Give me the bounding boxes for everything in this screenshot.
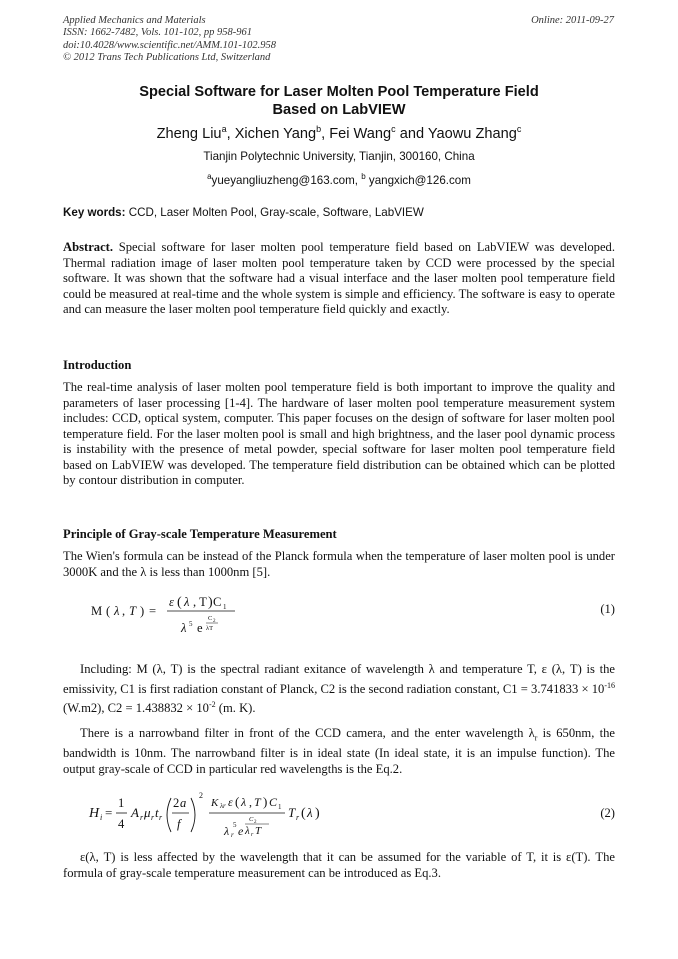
svg-text:=: = xyxy=(105,805,113,820)
svg-text:λ: λ xyxy=(184,595,190,609)
svg-text:): ) xyxy=(263,794,268,809)
svg-text:2: 2 xyxy=(173,796,180,810)
author-sep: , xyxy=(321,125,330,142)
svg-text:, T: , T xyxy=(193,595,207,609)
author-mark: a xyxy=(221,124,227,134)
journal-name: Applied Mechanics and Materials xyxy=(63,15,206,26)
introduction-text: The real-time analysis of laser molten pool temperature field is both important to improve the quality and parameters of laser processing [1-4]. The hardware of laser molten pool temperature measurement system includes: CCD, optical system, computer. This paper focuses on the design of software for laser molten pool temperature field. For the laser molten pool is small and high brightness, and the laser pool dynamic process is instability with the presence of metal powder, special software for laser molten pool temperature field based on LabVIEW was developed. The temperature field distribution can be obtained which can be plotted by contour distribution in computer. xyxy=(63,380,615,487)
svg-text:r: r xyxy=(251,832,254,838)
abstract xyxy=(63,240,615,318)
online-date: Online: 2011-09-27 xyxy=(531,15,614,26)
keywords-list: CCD, Laser Molten Pool, Gray-scale, Software, LabVIEW xyxy=(125,206,424,219)
author-sep: and xyxy=(395,125,428,142)
svg-text:,: , xyxy=(249,795,252,809)
svg-text:T: T xyxy=(288,805,296,820)
author-list xyxy=(63,124,615,142)
svg-text:): ) xyxy=(140,604,145,618)
principle-text: The Wien's formula can be instead of the Planck formula when the temperature of laser molten pool is under 3000K and the λ is less than 1000nm [5]. xyxy=(63,549,615,579)
including-exp-2: -2 xyxy=(208,700,216,710)
svg-text:λr: λr xyxy=(220,802,226,810)
equation-2-formula xyxy=(85,786,365,842)
svg-text:5: 5 xyxy=(189,620,193,628)
author-emails xyxy=(63,172,615,187)
svg-text:1: 1 xyxy=(118,796,125,810)
svg-text:1: 1 xyxy=(278,803,282,811)
equation-1-number: (1) xyxy=(600,602,615,616)
svg-text:ε: ε xyxy=(228,795,233,809)
including-exp-1: -16 xyxy=(604,680,615,690)
svg-text:f: f xyxy=(177,817,181,831)
svg-text:(: ( xyxy=(301,806,306,821)
svg-text:C: C xyxy=(213,595,222,609)
svg-text:H: H xyxy=(89,806,100,821)
including-part-b: (W.m2), C2 = 1.438832 × 10 xyxy=(63,701,209,716)
abstract-label: Abstract. xyxy=(63,240,114,254)
author-mark: c xyxy=(516,124,522,134)
svg-text:e: e xyxy=(238,824,244,838)
filter-text xyxy=(63,726,615,777)
equation-2-number: (2) xyxy=(600,806,615,820)
svg-text:(: ( xyxy=(106,604,111,618)
svg-text:C: C xyxy=(269,795,278,809)
svg-text:=: = xyxy=(149,604,157,618)
svg-text:e: e xyxy=(197,621,203,635)
copyright-line: © 2012 Trans Tech Publications Ltd, Switzerland xyxy=(63,52,271,64)
abstract-text: Special software for laser molten pool temperature field based on LabVIEW was developed. Thermal radiation image of laser molten pool temperature taken by CCD were processed by the special software. It was shown that the software had a visual interface and the laser molten pool temperature field could be measured at real-time and the whole system is simple and efficiency. The software is easy to operate and can measure the laser molten pool temperature field quickly and exactly. xyxy=(63,240,615,316)
author-mark: c xyxy=(391,124,396,134)
filter-subscript: r xyxy=(534,733,538,743)
svg-text:M: M xyxy=(91,604,103,618)
svg-text:λT: λT xyxy=(206,625,214,632)
including-text xyxy=(63,662,615,717)
svg-text:r: r xyxy=(140,813,144,822)
svg-text:r: r xyxy=(159,813,163,822)
including-part-c: (m. K). xyxy=(215,701,256,716)
svg-text:K: K xyxy=(211,797,219,809)
author-name: Zheng Liu xyxy=(156,125,222,142)
title-line-1: Special Software for Laser Molten Pool Temperature Field xyxy=(139,84,539,100)
keywords-label: Key words: xyxy=(63,206,126,219)
svg-text:r: r xyxy=(151,813,155,822)
svg-text:a: a xyxy=(180,796,187,810)
svg-text:A: A xyxy=(131,805,139,820)
svg-text:r: r xyxy=(231,831,234,839)
keywords xyxy=(63,206,615,219)
email-b[interactable]: yangxich@126.com xyxy=(365,173,471,187)
svg-text:r: r xyxy=(296,813,300,822)
author-name: Xichen Yang xyxy=(234,125,317,142)
filter-part-a: There is a narrowband filter in front of the CCD camera, and the enter wavelength λ xyxy=(80,726,535,740)
final-text: ε(λ, T) is less affected by the wavelength that it can be assumed for the variable of T, it is ε(T). The formula of gray-scale temperature measurement can be introduced as Eq.3. xyxy=(63,850,615,880)
svg-text:(: ( xyxy=(177,595,182,610)
including-part-a: Including: M (λ, T) is the spectral radiant exitance of wavelength λ and temperature T, ε (λ, T) is the emissivity, C1 is first radiation constant of Planck, C2 is the second radiation constant, C1 = 3.741833 × 10 xyxy=(63,662,615,696)
svg-text:T: T xyxy=(129,604,137,618)
equation-2 xyxy=(63,786,615,842)
author-name: Fei Wang xyxy=(329,125,392,142)
svg-text:μ: μ xyxy=(144,805,151,820)
svg-text:λ: λ xyxy=(224,824,230,838)
journal-header xyxy=(63,15,276,65)
doi-line[interactable]: doi:10.4028/www.scientific.net/AMM.101-102.958 xyxy=(63,39,276,51)
affiliation: Tianjin Polytechnic University, Tianjin, 300160, China xyxy=(203,150,475,163)
email-a[interactable]: yueyangliuzheng@163.com, xyxy=(211,173,362,187)
svg-text:T: T xyxy=(254,795,261,809)
svg-text:4: 4 xyxy=(118,817,125,831)
principle-heading: Principle of Gray-scale Temperature Measurement xyxy=(63,527,337,541)
equation-1-formula xyxy=(87,592,287,642)
introduction-heading: Introduction xyxy=(63,358,132,372)
svg-text:): ) xyxy=(208,595,213,610)
svg-text:λ: λ xyxy=(181,621,187,635)
svg-text:λ: λ xyxy=(114,604,120,618)
title-line-2: Based on LabVIEW xyxy=(272,102,406,118)
email-mark-a: a xyxy=(207,172,212,181)
svg-text:(: ( xyxy=(235,794,240,809)
author-sep: , xyxy=(226,125,235,142)
svg-text:2: 2 xyxy=(213,619,216,624)
svg-text:λ: λ xyxy=(241,795,247,809)
issn-line: ISSN: 1662-7482, Vols. 101-102, pp 958-961 xyxy=(63,27,252,39)
svg-text:λ: λ xyxy=(245,825,250,837)
svg-text:2: 2 xyxy=(254,820,257,825)
svg-text:2: 2 xyxy=(199,791,203,800)
equation-1 xyxy=(63,592,615,642)
svg-text:1: 1 xyxy=(223,603,227,611)
svg-text:T: T xyxy=(255,825,262,837)
svg-text:C: C xyxy=(208,615,213,622)
svg-text:,: , xyxy=(122,604,126,618)
author-name: Yaowu Zhang xyxy=(427,125,517,142)
svg-text:t: t xyxy=(155,805,159,820)
svg-text:C: C xyxy=(249,816,254,823)
author-mark: b xyxy=(316,124,322,134)
svg-text:): ) xyxy=(315,806,320,821)
email-mark-b: b xyxy=(361,172,366,181)
svg-text:ε: ε xyxy=(169,595,174,609)
paper-title xyxy=(63,83,615,119)
svg-text:λ: λ xyxy=(307,805,313,820)
filter-part-b: is 650nm, the bandwidth is 10nm. The narrowband filter is in ideal state (In ideal state, it is an impulse function). The output gray-scale of CCD in particular red wavelengths is the Eq.2. xyxy=(63,726,615,776)
svg-text:i: i xyxy=(100,813,103,822)
svg-text:5: 5 xyxy=(233,821,237,829)
